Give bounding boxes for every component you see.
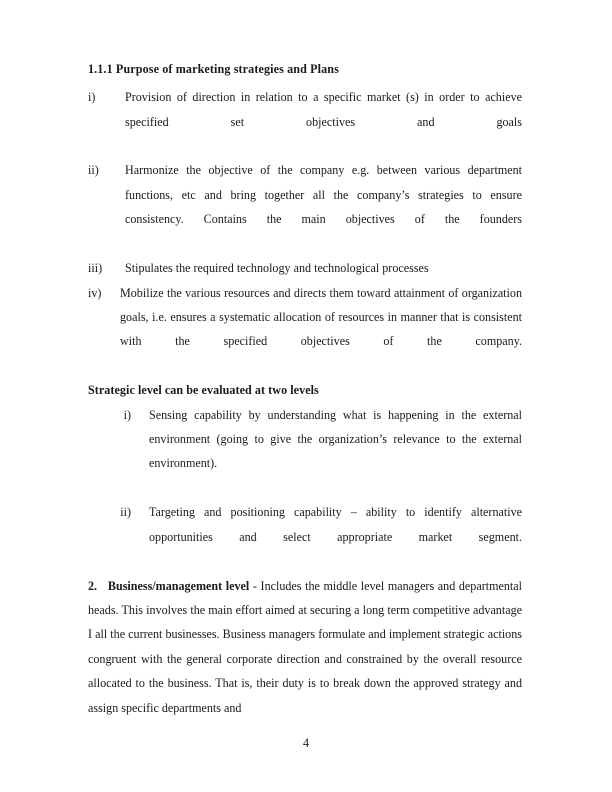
list-marker: i) xyxy=(123,407,131,422)
list-item-text: Stipulates the required technology and technological processes xyxy=(125,261,429,276)
list-item xyxy=(88,158,522,256)
list-item xyxy=(88,256,522,280)
list-marker: i) xyxy=(88,90,96,105)
list-item xyxy=(111,403,522,501)
strategic-level-list xyxy=(88,403,522,574)
list-marker: ii) xyxy=(120,505,131,520)
page-content xyxy=(88,60,522,720)
list-item xyxy=(88,281,522,379)
purpose-list xyxy=(88,85,522,378)
list-item xyxy=(111,500,522,573)
business-level-paragraph xyxy=(88,574,522,721)
list-item xyxy=(88,85,522,158)
page-number: 4 xyxy=(302,736,310,750)
list-item-text: Targeting and positioning capability – ability to identify alternative opportunities and select appropriate market segment. xyxy=(149,505,522,544)
list-marker: ii) xyxy=(88,163,99,178)
paragraph-title: Business/management level xyxy=(107,578,250,593)
paragraph-number-space xyxy=(97,579,108,593)
section-heading: 1.1.1 Purpose of marketing strategies and Plans xyxy=(88,62,339,76)
paragraph-body: - Includes the middle level managers and departmental heads. This involves the main effort aimed at securing a long term competitive advantage I all the current businesses. Business managers formulate and implement strategic actions congruent with the general corporate direction and constrained by the overall resource allocated to the business. That is, their duty is to break down the approved strategy and assign specific departments and xyxy=(88,578,522,715)
list-item-text: Harmonize the objective of the company e.g. between various department functions, etc and bring together all the company’s strategies to ensure consistency. Contains the main objectives of the founders xyxy=(125,163,522,227)
paragraph-number: 2. xyxy=(88,578,98,593)
list-item-text: Provision of direction in relation to a specific market (s) in order to achieve specified set objectives and goals xyxy=(125,90,522,129)
list-item-text: Sensing capability by understanding what is happening in the external environment (going to give the organization’s relevance to the external environment). xyxy=(149,407,522,471)
list-marker: iii) xyxy=(88,261,103,276)
strategic-level-heading: Strategic level can be evaluated at two levels xyxy=(88,383,319,398)
list-item-text: Mobilize the various resources and directs them toward attainment of organization goals, i.e. ensures a systematic allocation of resources in manner that is consistent with the specified objectives of the company. xyxy=(120,285,522,349)
list-marker: iv) xyxy=(88,285,102,300)
